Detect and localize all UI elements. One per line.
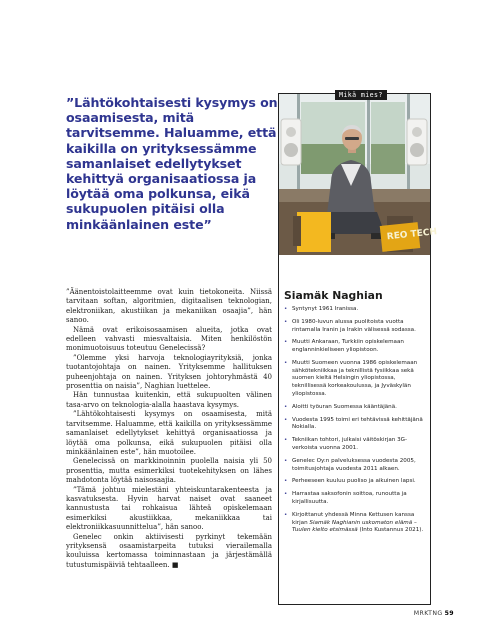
- end-mark: ■: [171, 560, 179, 569]
- fact-item: • Oli 1980-luvun alussa puolitoista vuotta rintamalla Iranin ja Irakin välisessä sodassa.: [284, 319, 426, 334]
- pull-quote: ”Lähtökohtaisesti kysymys on osaamisesta, mitä tarvitsemme. Haluamme, että kaikilla on yrityksessämme samanlaiset edellytykset kehittyä organisaatiossa ja löytää oma polkunsa, eikä sukupuolen pitäisi olla minkäänlainen este”: [66, 95, 278, 232]
- article-body: [66, 288, 272, 570]
- body-paragraph: ”Lähtökohtaisesti kysymys on osaamisesta, mitä tarvitsemme. Haluamme, että kaikilla on yrityksessämme samanlaiset edellytykset kehittyä organisaatiossa ja löytää oma polkunsa, eikä sukupuolen pitäisi olla minkäänlainen este”, hän muotoilee.: [66, 410, 272, 456]
- body-paragraph: Nämä ovat erikoisosaamisen alueita, jotka ovat edelleen vahvasti miesvaltaisia. Miten henkilöstön monimuotoisuus toteutuu Genelecissä?: [66, 325, 272, 353]
- facts-list: [284, 306, 426, 540]
- fact-text: Kirjoittanut yhdessä Minna Kettusen kanssa kirjan: [292, 511, 415, 526]
- fact-item: • Perheeseen kuuluu puoliso ja aikuinen lapsi.: [284, 478, 426, 486]
- body-paragraph: Hän tunnustaa kuitenkin, että sukupuolten välinen tasa-arvo on teknologia-alalla haastava kysymys.: [66, 391, 272, 409]
- profile-name: Siamäk Naghian: [284, 289, 383, 302]
- page-number: 59: [444, 610, 454, 617]
- fact-item: • Tekniikan tohtori, julkaisi väitöskirjan 3G-verkoista vuonna 2001.: [284, 437, 426, 452]
- body-paragraph-last: [66, 533, 272, 571]
- fact-item: • Syntynyt 1961 Iranissa.: [284, 306, 426, 314]
- fact-item: • Genelec Oy:n palveluksessa vuodesta 2005, toimitusjohtaja vuodesta 2011 alkaen.: [284, 458, 426, 473]
- portrait-illustration: [279, 94, 438, 255]
- photo-sign-text: REO TECH: [386, 227, 438, 243]
- page-footer: [414, 610, 454, 617]
- body-paragraph: ”Tämä johtuu mielestäni yhteiskuntarakenteesta ja kasvatuksesta. Hyvin harvat naiset ovat saaneet kannustusta tai rohkaisua lähteä opiskelemaan esimerkiksi akustiikkaa, mekaniikkaa tai elektroniikkasuunnittelua”, hän sanoo.: [66, 485, 272, 532]
- fact-item: • Aloitti työuran Suomessa kääntäjänä.: [284, 404, 426, 412]
- fact-item: • Muutti Ankaraan, Turkkiin opiskelemaan englanninkieliseen yliopistoon.: [284, 339, 426, 354]
- body-paragraph: ”Olemme yksi harvoja teknologiayrityksiä, jonka tuotantojohtaja on nainen. Yrityksemme hallituksen puheenjohtaja on nainen. Yrityksen johtoryhmästä 40 prosenttia on naisia”, Naghian luettelee.: [66, 353, 272, 391]
- body-paragraph-text: Genelec onkin aktiivisesti pyrkinyt tekemään yrityksensä osaamistarpeita tutuksi vierailemalla kouluissa kertomassa toiminnastaan ja järjestämällä tutustumispäiviä tehtaalleen.: [66, 532, 272, 569]
- book-title: Siamäk Naghianin uskomaton elämä – Tuulen kielto etsimässä: [292, 519, 417, 534]
- fact-text: (Into Kustannus 2021).: [357, 527, 424, 534]
- magazine-name: MRKTNG: [413, 610, 443, 617]
- fact-item: • Harrastaa saksofonin soittoa, runoutta ja kirjallisuutta.: [284, 491, 426, 506]
- fact-item: • Muutti Suomeen vuonna 1986 opiskelemaan sähkötekniikkaa ja teknillistä fysiikkaa sekä suomen kieltä Helsingin yliopistossa, teknillisessä korkeakoulussa, ja Jyväskylän yliopistossa.: [284, 360, 426, 399]
- portrait-photo: [279, 94, 438, 255]
- sidebar-label: Mikä mies?: [335, 90, 387, 100]
- fact-item: [284, 512, 426, 535]
- fact-item: • Vuodesta 1995 toimi eri tehtävissä kehittäjänä Nokialla.: [284, 417, 426, 432]
- body-paragraph: Genelecissä on markkinoinnin puolella naisia yli 50 prosenttia, mutta esimerkiksi tuotekehityksen on lähes mahdotonta löytää naisosaajia.: [66, 457, 272, 485]
- body-paragraph: ”Äänentoistolaitteemme ovat kuin tietokoneita. Niissä tarvitaan softan, algoritmien, digitaalisen teknologian, elektroniikan, akustiikan ja mekaniikan osaajia”, hän sanoo.: [66, 288, 272, 325]
